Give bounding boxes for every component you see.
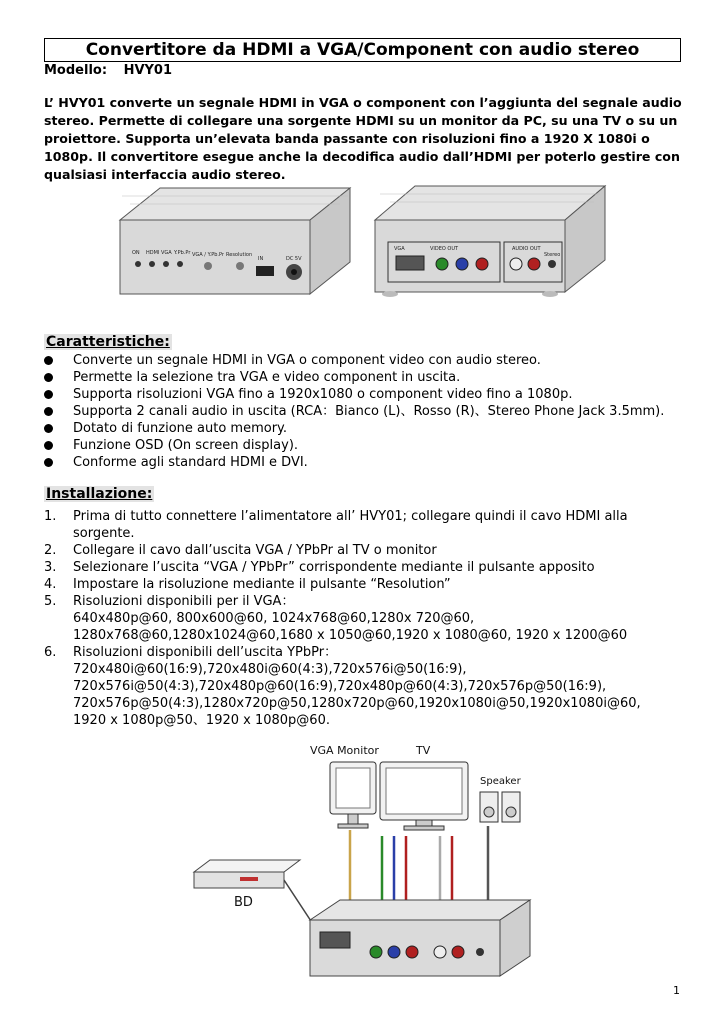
bullet-icon	[44, 407, 53, 416]
bullet-icon	[44, 356, 53, 365]
list-item: Dotato di funzione auto memory.	[44, 420, 704, 437]
step-item: 1. Prima di tutto connettere l’alimentatore all’ HVY01; collegare quindi il cavo HDMI alla	[44, 509, 628, 524]
front-label: VGA / Y.Pb.Pr	[192, 252, 224, 258]
resolution-line: 720x576p@50(4:3),1280x720p@50,1280x720p@60,1920x1080i@50,1920x1080i@60,	[73, 696, 641, 711]
connection-diagram	[190, 740, 540, 980]
resolution-line: 1920 x 1080p@50、1920 x 1080p@60.	[73, 713, 330, 728]
front-label: HDMI	[146, 250, 160, 256]
product-back-view	[375, 186, 605, 297]
intro-paragraph: L’ HVY01 converte un segnale HDMI in VGA o component con l’aggiunta del segnale audio stereo. Permette di collegare una sorgente HDMI su un monitor da PC, su una TV o su un proiettore. Supporta un’elevata banda passante con risoluzioni fino a 1920 X 1080i o 1080p. Il convertitore esegue anche la decodifica audio dall’HDMI per poterlo gestire con qualsiasi interfaccia audio stereo.	[44, 95, 682, 182]
resolution-line: 720x576i@50(4:3),720x480p@60(16:9),720x480p@60(4:3),720x576p@50(16:9),	[73, 679, 607, 694]
product-photos	[100, 180, 620, 320]
back-label: AUDIO OUT	[512, 246, 541, 252]
list-item: Converte un segnale HDMI in VGA o component video con audio stereo.	[44, 352, 704, 369]
bd-label: BD	[234, 895, 253, 910]
model-line	[44, 63, 172, 78]
tv-label: TV	[416, 744, 431, 757]
resolution-line: 1280x768@60,1280x1024@60,1680 x 1050@60,1920 x 1080@60, 1920 x 1200@60	[73, 628, 628, 643]
bullet-icon	[44, 458, 53, 467]
back-label: VIDEO OUT	[430, 246, 459, 252]
list-item: Conforme agli standard HDMI e DVI.	[44, 454, 704, 471]
install-steps	[44, 508, 704, 729]
list-item: Funzione OSD (On screen display).	[44, 437, 704, 454]
features-heading: Caratteristiche:	[46, 334, 170, 350]
bullet-icon	[44, 424, 53, 433]
front-label: VGA	[161, 250, 172, 256]
bullet-icon	[44, 373, 53, 382]
product-front-view	[120, 188, 350, 294]
page-number: 1	[673, 984, 680, 997]
monitor-icon	[330, 762, 376, 828]
back-label: VGA	[394, 246, 405, 252]
front-label: ON	[132, 250, 140, 256]
step-item: sorgente.	[73, 526, 135, 541]
front-label: IN	[258, 256, 264, 262]
list-item: Permette la selezione tra VGA e video component in uscita.	[44, 369, 704, 386]
model-label: Modello:	[44, 63, 108, 78]
vga-monitor-label: VGA Monitor	[310, 744, 379, 757]
converter-icon	[310, 900, 530, 976]
bullet-icon	[44, 390, 53, 399]
document-title: Convertitore da HDMI a VGA/Component con audio stereo	[44, 38, 681, 62]
resolution-line: 640x480p@60, 800x600@60, 1024x768@60,1280x 720@60,	[73, 611, 475, 626]
resolution-line: 720x480i@60(16:9),720x480i@60(4:3),720x576i@50(16:9),	[73, 662, 467, 677]
step-item: 3. Selezionare l’uscita “VGA / YPbPr” corrispondente mediante il pulsante apposito	[44, 560, 595, 575]
step-item: 2. Collegare il cavo dall’uscita VGA / YPbPr al TV o monitor	[44, 543, 437, 558]
step-item: 6. Risoluzioni disponibili dell’uscita YPbPr：	[44, 645, 338, 660]
front-label: Resolution	[226, 252, 253, 258]
step-item: 5. Risoluzioni disponibili per il VGA：	[44, 594, 295, 609]
speaker-label: Speaker	[480, 776, 521, 787]
front-label: Y.Pb.Pr	[174, 250, 191, 256]
model-value: HVY01	[123, 63, 173, 78]
speaker-icon	[480, 792, 520, 822]
list-item: Supporta risoluzioni VGA fino a 1920x1080 o component video fino a 1080p.	[44, 386, 704, 403]
front-label: DC 5V	[286, 256, 302, 262]
back-label: Stereo	[544, 252, 561, 258]
bullet-icon	[44, 441, 53, 450]
install-heading: Installazione:	[46, 486, 153, 502]
tv-icon	[380, 762, 468, 830]
step-item: 4. Impostare la risoluzione mediante il pulsante “Resolution”	[44, 577, 451, 592]
features-list	[44, 352, 704, 471]
list-item: Supporta 2 canali audio in uscita (RCA：Bianco (L)、Rosso (R)、Stereo Phone Jack 3.5mm).	[44, 403, 704, 420]
